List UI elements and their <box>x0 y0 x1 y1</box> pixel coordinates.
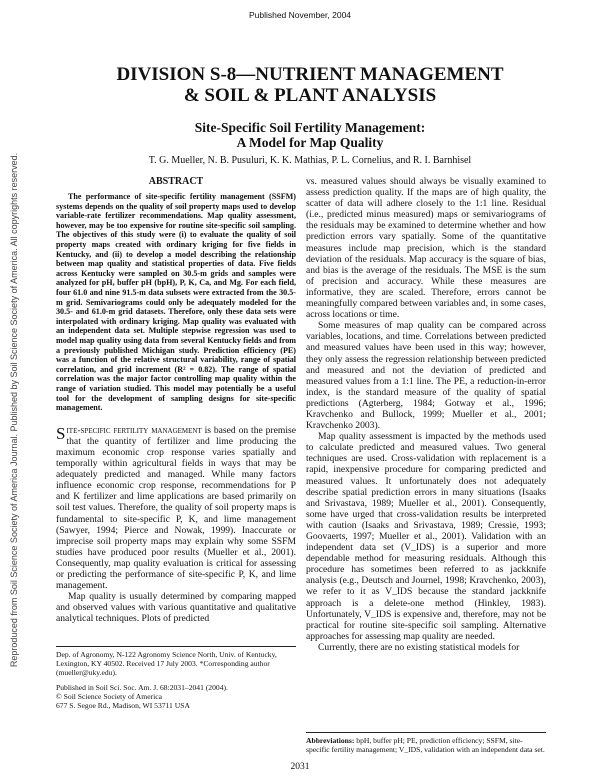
article-title <box>60 120 560 150</box>
body-paragraph: Currently, there are no existing statistical models for <box>318 641 520 653</box>
division-line-2: & SOIL & PLANT ANALYSIS <box>183 85 437 106</box>
title-line-1: Site-Specific Soil Fertility Management: <box>194 120 426 135</box>
division-heading <box>60 64 560 106</box>
body-paragraph: Map quality assessment is impacted by the methods used to calculate predicted and measured values. Two general techniques are used. Cross-validation with replacement is a rapid, inexpensive procedure for comparing predicted and measured values. It unfortunately does not adequately describe spatial prediction errors in many situations (Isaaks and Srivastava, 1989; Mueller et al., 2001). Consequently, some have urged that cross-validation results be interpreted with caution (Isaaks and Srivastava, 1989; Cressie, 1993; Goovaerts, 1997; Mueller et al., 2001). Validation with an independent data set (V_IDS) is a superior and more dependable method for measuring residuals. Although this procedure has sometimes been referred to as jackknife analysis (e.g., Deutsch and Journel, 1998; Kravchenko, 2003), we refer to it as V_IDS because the standard jackknife approach is a delete-one method (Hinkley, 1983). Unfortunately, V_IDS is expensive and, therefore, may not be practical for routine site-specific soil sampling. Alternative approaches for assessing map quality are needed. <box>306 431 546 642</box>
pub-address: 677 S. Segoe Rd., Madison, WI 53711 USA <box>56 701 190 710</box>
publication-date: Published November, 2004 <box>248 10 352 20</box>
abbreviations-label: Abbreviations: <box>306 736 355 745</box>
left-column <box>56 176 296 624</box>
abstract-text: The performance of site-specific fertility management (SSFM) systems depends on the quality of soil property maps used to develop variable-rate fertilizer recommendations. Map quality assessment, however, may be too expensive for routine site-specific soil sampling. The objectives of this study were (i) to evaluate the quality of soil property maps created with ordinary kriging for five fields in Kentucky, and (ii) to develop a model describing the relationship between map quality and statistical properties of data. Five fields across Kentucky were sampled on 30.5-m grids and samples were analyzed for pH, buffer pH (bpH), P, K, Ca, and Mg. For each field, four 61.0 and nine 91.5-m data subsets were extracted from the 30.5-m grid. Semivariograms could only be adequately modeled for the 30.5- and 61.0-m grid datasets. Therefore, only these data sets were interpolated with ordinary kriging. Map quality was evaluated with an independent data set. Multiple stepwise regression was used to model map quality using data from several Kentucky fields and from a previously published Michigan study. Prediction efficiency (PE) was a function of the relative structural variability, range of spatial correlation, and grid increment (R² = 0.82). The range of spatial correlation was the major factor controlling map quality within the range of variation studied. This model may potentially be a useful tool for the development of sampling designs for site-specific management. <box>56 192 296 413</box>
abstract-heading: ABSTRACT <box>148 176 204 187</box>
authors: T. G. Mueller, N. B. Pusuluri, K. K. Mathias, P. L. Cornelius, and R. I. Barnhisel <box>148 155 472 166</box>
abbreviations-text: bpH, buffer pH; PE, prediction efficiency; SSFM, site-specific fertility management; V_IDS, validation with an independent data set. <box>306 736 545 754</box>
drop-cap: S <box>56 423 66 443</box>
footnote-rule <box>56 646 296 647</box>
abbreviations-note <box>306 732 546 754</box>
pub-citation: Published in Soil Sci. Soc. Am. J. 68:2031–2041 (2004). <box>56 683 228 692</box>
footnote <box>56 646 296 710</box>
copyright-sidebar <box>9 60 19 760</box>
affiliation: Dep. of Agronomy, N-122 Agronomy Science North, Univ. of Kentucky, Lexington, KY 40502. Received 17 July 2003. *Corresponding author (mueller@uky.edu). <box>56 650 277 677</box>
division-line-1: DIVISION S-8—NUTRIENT MANAGEMENT <box>116 64 504 85</box>
body-paragraph: Map quality is usually determined by comparing mapped and observed values with various quantitative and qualitative analytical techniques. Plots of predicted <box>56 591 296 625</box>
page-number: 2031 <box>290 762 310 772</box>
pub-copyright: © Soil Science Society of America <box>56 692 162 701</box>
right-column <box>306 176 546 653</box>
body-paragraph: Some measures of map quality can be compared across variables, locations, and time. Correlations between predicted and measured values have been used in this way; however, they only assess the regression relationship between predicted and measured and not the deviation of predicted and measured values from a 1:1 line. The PE, a reduction-in-error index, is the standard measure of the quality of spatial predictions (Agterberg, 1984; Gotway et al., 1996; Kravchenko and Bullock, 1999; Mueller et al., 2001; Kravchenko 2003). <box>306 320 546 432</box>
title-line-2: A Model for Map Quality <box>236 135 384 150</box>
small-caps-lead: ite-specific fertility management <box>66 424 202 436</box>
body-paragraph: vs. measured values should always be visually examined to assess prediction quality. If the maps are of high quality, the scatter of data will adhere closely to the 1:1 line. Residual (i.e., predicted minus measured) maps or semivariograms of the residuals may be examined to determine whether and how prediction errors vary spatially. Some of the quantitative measures include map precision, which is the standard deviation of the residuals. Map accuracy is the square of bias, and bias is the average of the residuals. The MSE is the sum of precision and accuracy. While these measures are informative, they are scaled. Therefore, errors cannot be meaningfully compared between variables and, in some cases, across locations or time. <box>306 176 546 321</box>
intro-paragraph <box>56 425 296 591</box>
copyright-text: Reproduced from Soil Science Society of America Journal. Published by Soil Science Society of America. All copyrights reserved. <box>9 152 19 668</box>
intro-text: is based on the premise that the quantity of fertilizer and lime producing the maximum economic crop response varies spatially and temporally within agricultural fields in ways that may be adequately predicted and managed. While many factors influence economic crop response, recommendations for P and K fertilizer and lime applications are based primarily on soil test values. Therefore, the quality of soil property maps is fundamental to site-specific P, K, and lime management (Sawyer, 1994; Pierce and Nowak, 1999). Inaccurate or imprecise soil property maps may explain why some SSFM studies have produced poor results (Mueller et al., 2001). Consequently, map quality evaluation is critical for assessing or predicting the performance of site-specific P, K, and lime management. <box>56 424 297 592</box>
